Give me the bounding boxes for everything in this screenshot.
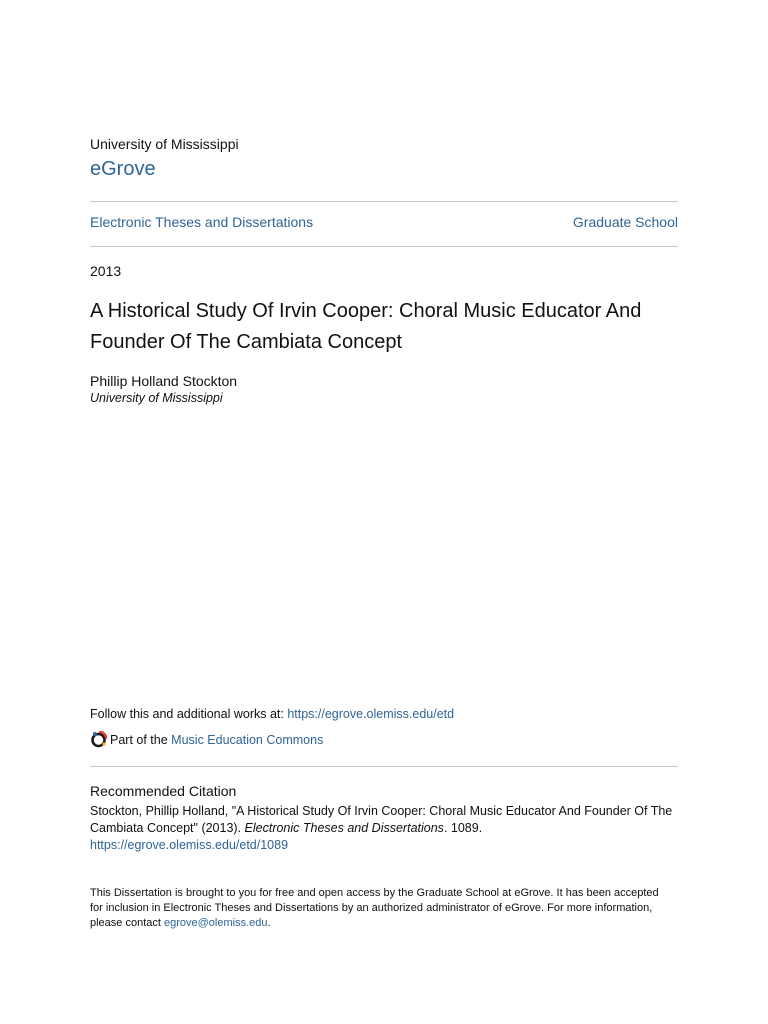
institution-name: University of Mississippi — [90, 136, 239, 152]
part-of-line — [90, 731, 323, 748]
author-name: Phillip Holland Stockton — [90, 373, 238, 389]
citation-main: Stockton, Phillip Holland, "A Historical Study Of Irvin Cooper: Choral Music Educator And Founder Of The Cambiata Concept" (2013). — [90, 804, 673, 835]
repository-link[interactable]: eGrove — [90, 158, 156, 180]
citation-number: . 1089. — [443, 821, 483, 835]
school-link[interactable]: Graduate School — [572, 214, 678, 230]
document-title: A Historical Study Of Irvin Cooper: Choral Music Educator And Founder Of The Cambiata Concept — [90, 300, 642, 353]
collection-link[interactable]: Electronic Theses and Dissertations — [90, 214, 314, 230]
notice-suffix: . — [267, 917, 271, 929]
notice-text: This Dissertation is brought to you for free and open access by the Graduate School at eGrove. It has been accepted for inclusion in Electronic Theses and Dissertations by an authorized administrator of eGrove. For more information, please contact — [90, 887, 659, 929]
follow-url-link[interactable]: https://egrove.olemiss.edu/etd — [287, 707, 455, 721]
cover-page — [90, 0, 678, 1024]
network-commons-icon — [90, 731, 107, 748]
part-of-prefix: Part of the — [110, 732, 168, 747]
music-education-commons-link[interactable]: Music Education Commons — [171, 732, 324, 747]
divider-top — [90, 201, 678, 202]
follow-prefix: Follow this and additional works at: — [90, 707, 288, 721]
divider-citation — [90, 766, 678, 767]
access-notice — [90, 886, 670, 931]
contact-email-link[interactable]: egrove@olemiss.edu — [164, 917, 268, 929]
citation-heading: Recommended Citation — [90, 783, 237, 799]
citation-url-link[interactable]: https://egrove.olemiss.edu/etd/1089 — [90, 838, 289, 852]
follow-line — [90, 707, 454, 721]
divider-breadcrumb — [90, 246, 678, 247]
citation-text — [90, 803, 678, 837]
publication-year: 2013 — [90, 263, 122, 279]
author-affiliation: University of Mississippi — [90, 391, 223, 405]
citation-series: Electronic Theses and Dissertations — [244, 821, 444, 835]
